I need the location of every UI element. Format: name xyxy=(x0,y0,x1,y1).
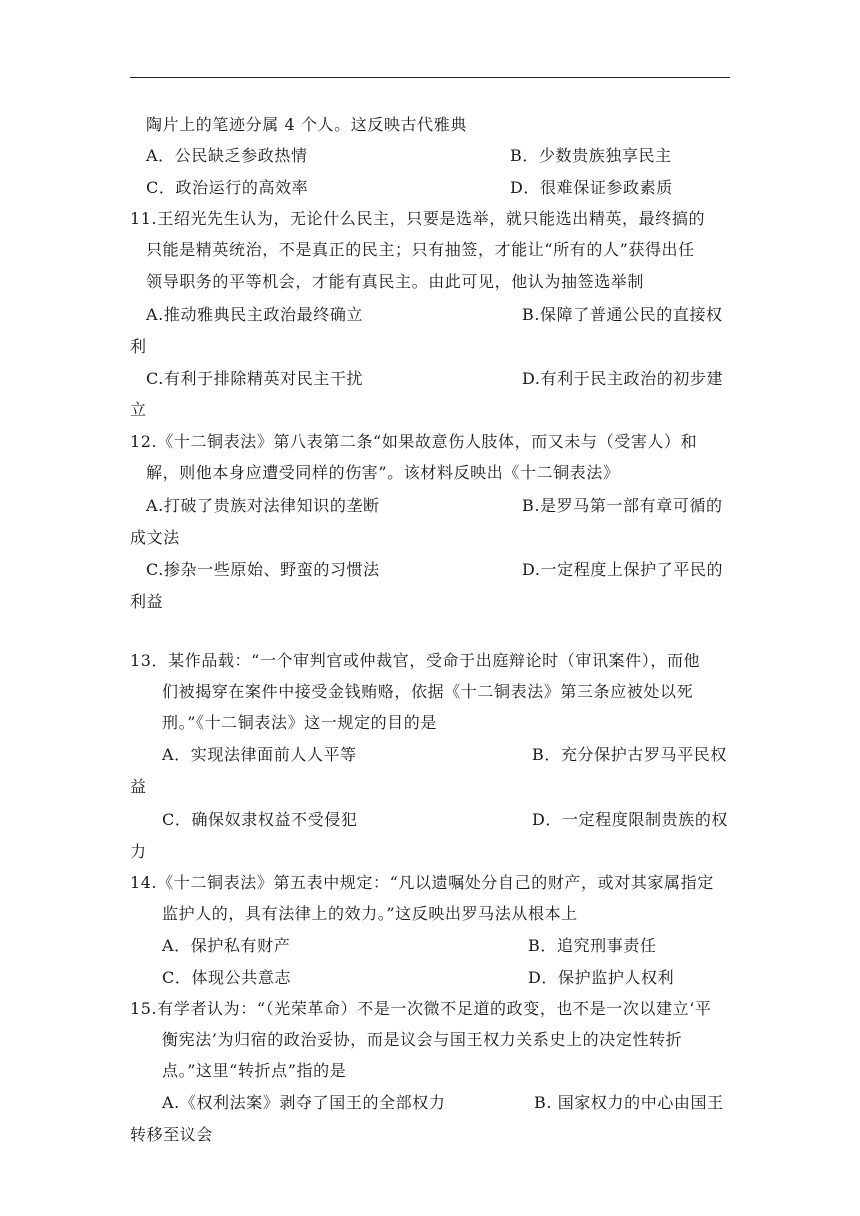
q11-stem-line3: 领导职务的平等机会，才能有真民主。由此可见，他认为抽签选举制 xyxy=(146,272,645,291)
q13-option-a: A．实现法律面前人人平等 xyxy=(162,745,357,764)
q13-option-b-wrap: 益 xyxy=(130,777,147,796)
q14-option-a: A．保护私有财产 xyxy=(162,936,291,955)
q12-stem-line1: 12.《十二铜表法》第八表第二条“如果故意伤人肢体，而又未与（受害人）和 xyxy=(130,432,698,451)
q14-option-d: D．保护监护人权利 xyxy=(528,968,675,987)
q13-stem-line2: 们被揭穿在案件中接受金钱贿赂，依据《十二铜表法》第三条应被处以死 xyxy=(162,682,694,701)
q10-option-b: B．少数贵族独享民主 xyxy=(510,146,672,165)
q13-stem-line1: 13．某作品载：“一个审判官或仲裁官，受命于出庭辩论时（审讯案件），而他 xyxy=(130,651,701,670)
q11-option-d: D.有利于民主政治的初步建 xyxy=(522,369,724,388)
q15-stem-line1: 15.有学者认为：“（光荣革命）不是一次微不足道的政变，也不是一次以建立‘平 xyxy=(130,999,712,1018)
q11-option-c: C.有利于排除精英对民主干扰 xyxy=(146,369,364,388)
q12-option-a: A.打破了贵族对法律知识的垄断 xyxy=(146,496,380,515)
q14-option-b: B．追究刑事责任 xyxy=(528,936,657,955)
q14-option-c: C．体现公共意志 xyxy=(162,968,292,987)
q10-option-d: D．很难保证参政素质 xyxy=(510,178,673,197)
q13-stem-line3: 刑。”《十二铜表法》这一规定的目的是 xyxy=(162,713,437,732)
q12-option-b: B.是罗马第一部有章可循的 xyxy=(522,496,723,515)
q15-stem-line2: 衡宪法’为归宿的政治妥协，而是议会与国王权力关系史上的决定性转折 xyxy=(162,1030,683,1049)
q12-option-c: C.掺杂一些原始、野蛮的习惯法 xyxy=(146,560,380,579)
q10-option-c: C．政治运行的高效率 xyxy=(146,178,309,197)
q15-stem-line3: 点。”这里“转折点”指的是 xyxy=(162,1061,347,1080)
q11-option-b-wrap: 利 xyxy=(130,337,147,356)
q12-option-b-wrap: 成文法 xyxy=(130,528,180,547)
q10-stem-tail: 陶片上的笔迹分属 4 个人。这反映古代雅典 xyxy=(146,115,467,134)
q13-option-d-wrap: 力 xyxy=(130,842,147,861)
q11-stem-line1: 11.王绍光先生认为，无论什么民主，只要是选举，就只能选出精英，最终搞的 xyxy=(130,209,706,228)
q13-option-c: C．确保奴隶权益不受侵犯 xyxy=(162,810,358,829)
q13-option-b: B．充分保护古罗马平民权 xyxy=(532,745,727,764)
q10-option-a: A．公民缺乏参政热情 xyxy=(146,146,308,165)
q12-option-d: D.一定程度上保护了平民的 xyxy=(522,560,724,579)
q12-stem-line2: 解，则他本身应遭受同样的伤害”。该材料反映出《十二铜表法》 xyxy=(146,463,620,482)
q14-stem-line1: 14.《十二铜表法》第五表中规定：“凡以遗嘱处分自己的财产，或对其家属指定 xyxy=(130,873,714,892)
q15-option-b: B. 国家权力的中心由国王 xyxy=(534,1093,724,1112)
q15-option-b-wrap: 转移至议会 xyxy=(130,1125,214,1144)
q11-option-d-wrap: 立 xyxy=(130,400,147,419)
q11-option-b: B.保障了普通公民的直接权 xyxy=(522,305,723,324)
q13-option-d: D．一定程度限制贵族的权 xyxy=(532,810,729,829)
q12-option-d-wrap: 利益 xyxy=(130,592,164,611)
q15-option-a: A.《权利法案》剥夺了国王的全部权力 xyxy=(162,1093,446,1112)
q11-option-a: A.推动雅典民主政治最终确立 xyxy=(146,305,364,324)
q14-stem-line2: 监护人的，具有法律上的效力。”这反映出罗马法从根本上 xyxy=(162,904,578,923)
header-rule xyxy=(130,77,730,78)
q11-stem-line2: 只能是精英统治，不是真正的民主；只有抽签，才能让“所有的人”获得出任 xyxy=(146,240,695,259)
